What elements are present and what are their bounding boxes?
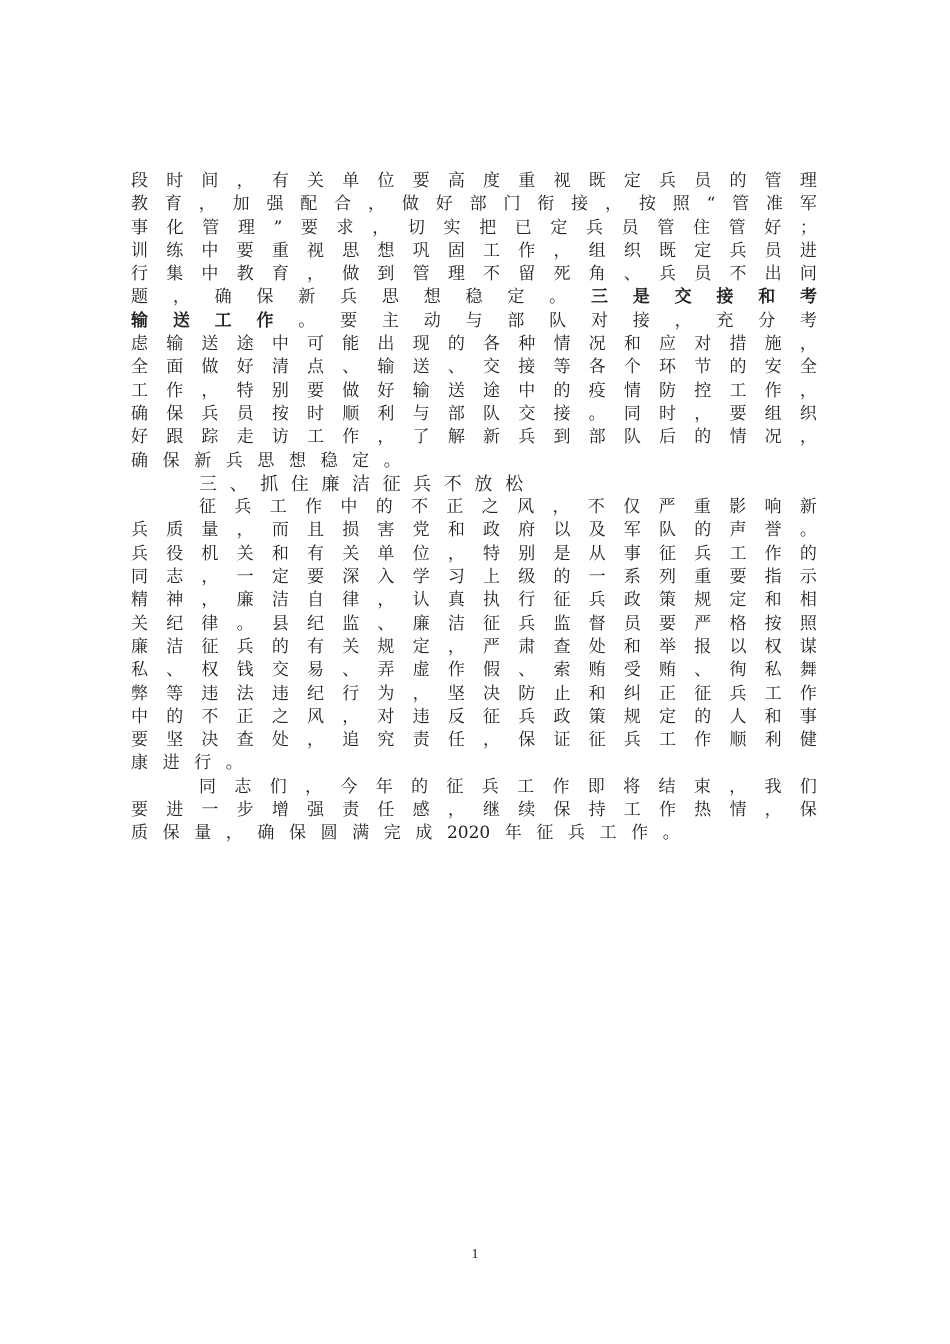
text-line: 输 送 工 作 。 要 主 动 与 部 队 对 接 ， 充 分 考 (131, 310, 817, 331)
text-line: 私 、 权 钱 交 易 、 弄 虚 作 假 、 索 贿 受 贿 、 徇 私 舞 (131, 660, 817, 681)
text-line: 关 纪 律 。 县 纪 监 、 廉 洁 征 兵 监 督 员 要 严 格 按 照 (131, 613, 817, 634)
text-line: 全 面 做 好 清 点 、 输 送 、 交 接 等 各 个 环 节 的 安 全 (131, 357, 817, 378)
text-line: 同 志 ， 一 定 要 深 入 学 习 上 级 的 一 系 列 重 要 指 示 (131, 567, 817, 588)
text-line: 确 保 兵 员 按 时 顺 利 与 部 队 交 接 。 同 时 ， 要 组 织 (131, 403, 817, 424)
page-number: 1 (471, 1247, 479, 1262)
body-text (131, 170, 817, 846)
text-line: 兵 役 机 关 和 有 关 单 位 ， 特 别 是 从 事 征 兵 工 作 的 (131, 543, 817, 564)
section-heading: 三 、 抓 住 廉 洁 征 兵 不 放 松 (199, 473, 523, 495)
text-line: 精 神 ， 廉 洁 自 律 ， 认 真 执 行 征 兵 政 策 规 定 和 相 (131, 590, 817, 611)
text-line: 教 育 ， 加 强 配 合 ， 做 好 部 门 衔 接 ， 按 照 “ 管 准 军 (131, 194, 817, 215)
text-line: 确 保 新 兵 思 想 稳 定 。 (131, 450, 401, 471)
text-line: 兵 质 量 ， 而 且 损 害 党 和 政 府 以 及 军 队 的 声 誉 。 (131, 520, 817, 541)
text-line: 好 跟 踪 走 访 工 作 ， 了 解 新 兵 到 部 队 后 的 情 况 ， (131, 427, 817, 448)
text-line: 廉 洁 征 兵 的 有 关 规 定 ， 严 肃 查 处 和 举 报 以 权 谋 (131, 636, 817, 657)
text-line: 同 志 们 ， 今 年 的 征 兵 工 作 即 将 结 束 ， 我 们 (199, 776, 817, 797)
text-line: 康 进 行 。 (131, 753, 243, 774)
text-line: 题 ， 确 保 新 兵 思 想 稳 定 。 三 是 交 接 和 考 (131, 287, 817, 308)
text-line: 中 的 不 正 之 风 ， 对 违 反 征 兵 政 策 规 定 的 人 和 事 (131, 706, 817, 727)
text-line: 训 练 中 要 重 视 思 想 巩 固 工 作 ， 组 织 既 定 兵 员 进 (131, 240, 817, 261)
text-line: 弊 等 违 法 违 纪 行 为 ， 坚 决 防 止 和 纠 正 征 兵 工 作 (131, 683, 817, 704)
text-line: 质 保 量 ， 确 保 圆 满 完 成 2020 年 征 兵 工 作 。 (131, 823, 680, 844)
text-line: 虑 输 送 途 中 可 能 出 现 的 各 种 情 况 和 应 对 措 施 ， (131, 334, 817, 355)
text-line: 行 集 中 教 育 ， 做 到 管 理 不 留 死 角 、 兵 员 不 出 问 (131, 264, 817, 285)
text-line: 要 坚 决 查 处 ， 追 究 责 任 ， 保 证 征 兵 工 作 顺 利 健 (131, 730, 817, 751)
text-line: 要 进 一 步 增 强 责 任 感 ， 继 续 保 持 工 作 热 情 ， 保 (131, 800, 817, 821)
text-line: 征 兵 工 作 中 的 不 正 之 风 ， 不 仅 严 重 影 响 新 (199, 497, 817, 518)
text-line: 事 化 管 理 ” 要 求 ， 切 实 把 已 定 兵 员 管 住 管 好 ； (131, 217, 817, 238)
text-line: 段 时 间 ， 有 关 单 位 要 高 度 重 视 既 定 兵 员 的 管 理 (131, 171, 817, 191)
text-line: 工 作 ， 特 别 要 做 好 输 送 途 中 的 疫 情 防 控 工 作 ， (131, 380, 817, 401)
